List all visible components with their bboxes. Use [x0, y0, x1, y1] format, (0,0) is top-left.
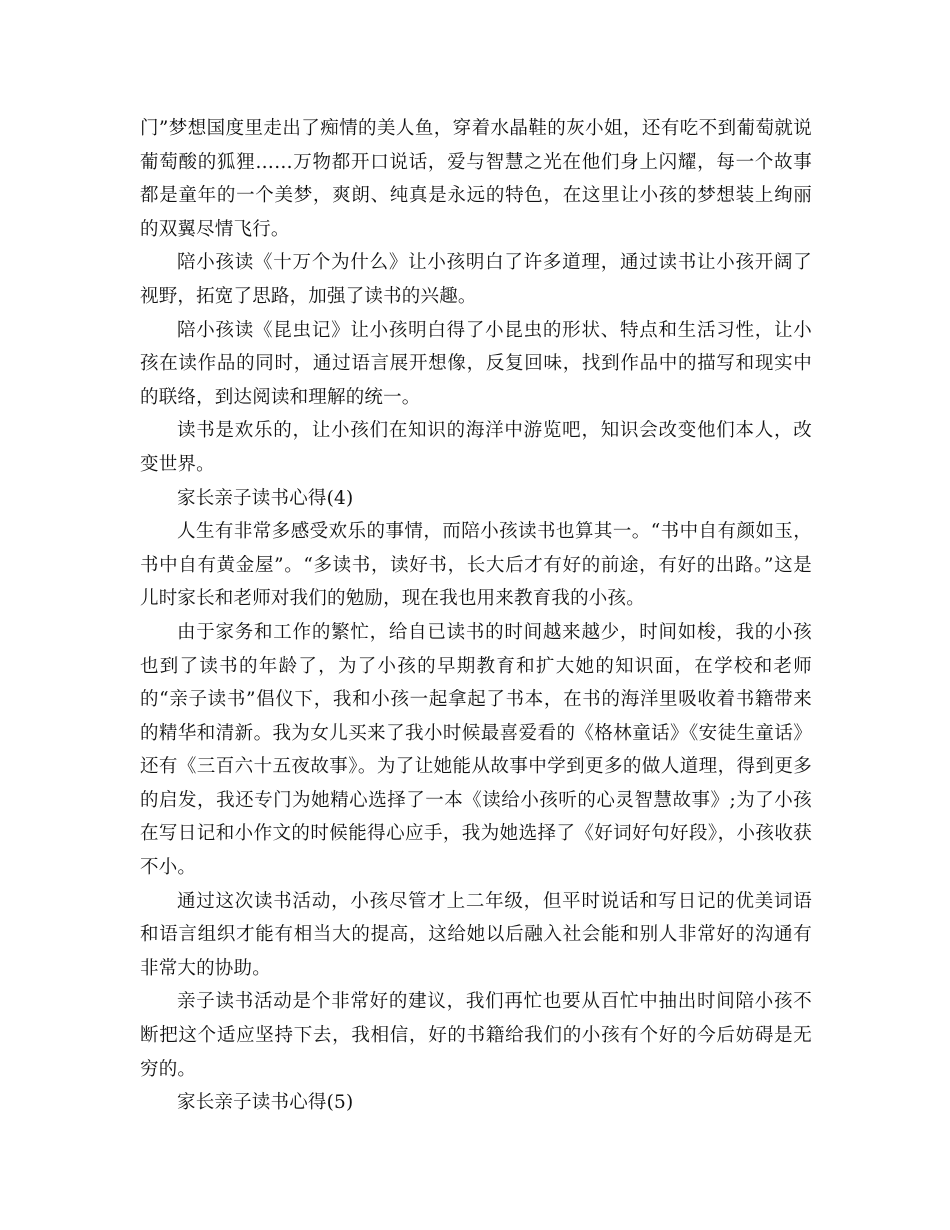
- paragraph: 陪小孩读《昆虫记》让小孩明白得了小昆虫的形状、特点和生活习性，让小孩在读作品的同时，通过语言展开想像，反复回味，找到作品中的描写和现实中的联络，到达阅读和理解的统一。: [140, 319, 812, 408]
- section-heading: 家长亲子读书心得(4): [177, 487, 354, 509]
- paragraph-continuation: 门”梦想国度里走出了痴情的美人鱼，穿着水晶鞋的灰小姐，还有吃不到葡萄就说葡萄酸的狐狸……万物都开口说话，爱与智慧之光在他们身上闪耀，每一个故事都是童年的一个美梦，爽朗、纯真是永远的特色，在这里让小孩的梦想装上绚丽的双翼尽情飞行。: [140, 118, 812, 240]
- section-heading: 家长亲子读书心得(5): [177, 1092, 354, 1114]
- paragraph: 通过这次读书活动，小孩尽管才上二年级，但平时说话和写日记的优美词语和语言组织才能有相当大的提高，这给她以后融入社会能和别人非常好的沟通有非常大的协助。: [140, 890, 812, 979]
- document-body: [140, 112, 812, 1120]
- paragraph: 人生有非常多感受欢乐的事情，而陪小孩读书也算其一。“书中自有颜如玉，书中自有黄金屋”。“多读书，读好书，长大后才有好的前途，有好的出路。”这是儿时家长和老师对我们的勉励，现在我也用来教育我的小孩。: [140, 521, 812, 610]
- paragraph: 读书是欢乐的，让小孩们在知识的海洋中游览吧，知识会改变他们本人，改变世界。: [140, 420, 812, 475]
- paragraph: 陪小孩读《十万个为什么》让小孩明白了许多道理，通过读书让小孩开阔了视野，拓宽了思路，加强了读书的兴趣。: [140, 252, 812, 307]
- paragraph: 亲子读书活动是个非常好的建议，我们再忙也要从百忙中抽出时间陪小孩不断把这个适应坚持下去，我相信，好的书籍给我们的小孩有个好的今后妨碍是无穷的。: [140, 991, 812, 1080]
- paragraph: 由于家务和工作的繁忙，给自已读书的时间越来越少，时间如梭，我的小孩也到了读书的年龄了，为了小孩的早期教育和扩大她的知识面，在学校和老师的“亲子读书”倡仪下，我和小孩一起拿起了书本，在书的海洋里吸收着书籍带来的精华和清新。我为女儿买来了我小时候最喜爱看的《格林童话》《安徒生童话》还有《三百六十五夜故事》。为了让她能从故事中学到更多的做人道理，得到更多的启发，我还专门为她精心选择了一本《读给小孩听的心灵智慧故事》;为了小孩在写日记和小作文的时候能得心应手，我为她选择了《好词好句好段》，小孩收获不小。: [140, 621, 812, 879]
